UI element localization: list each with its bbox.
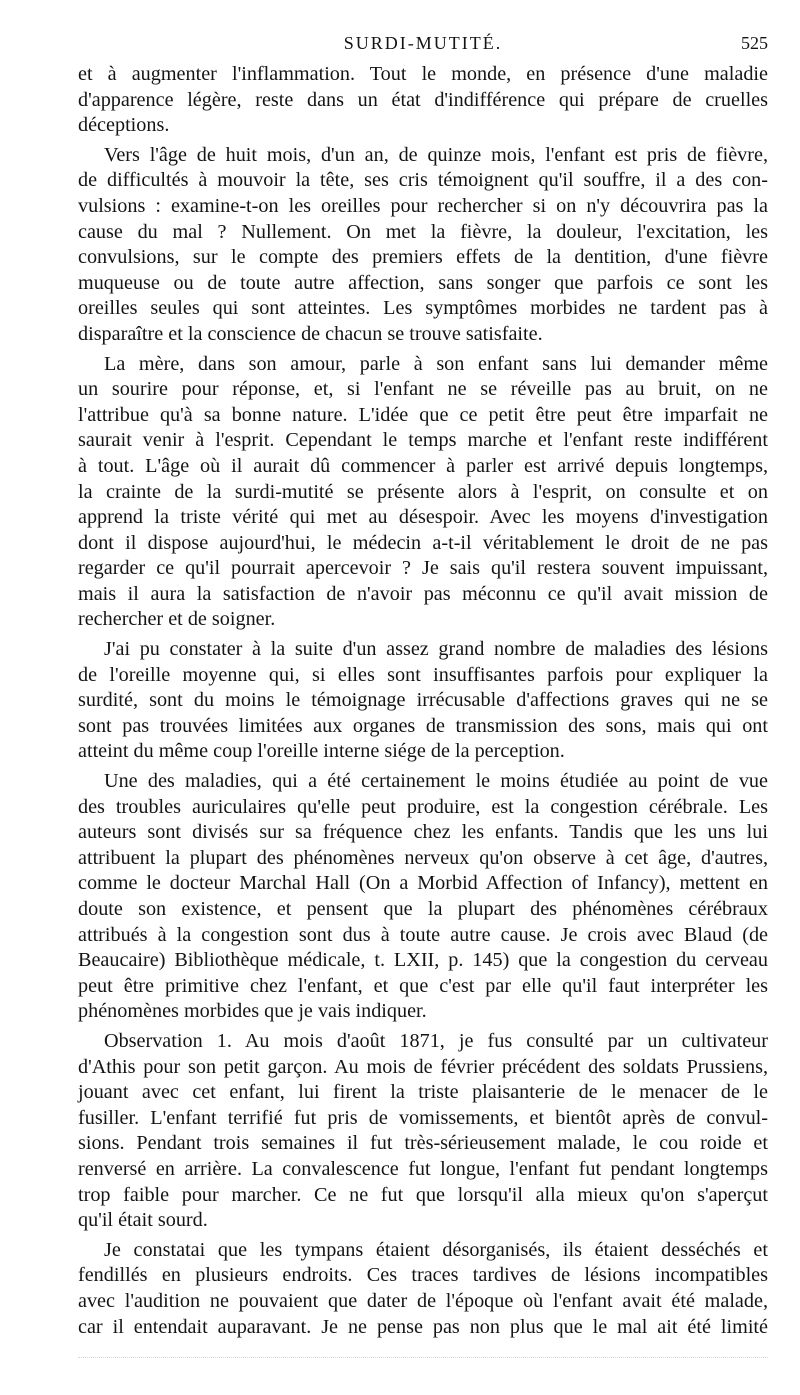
text-line: un sourire pour réponse, et, si l'enfant ne se réveille pas au bruit, on ne <box>78 378 768 401</box>
text-line: fendillés en plusieurs endroits. Ces traces tardives de lésions incompatibles <box>78 1264 768 1287</box>
text-line: Beaucaire) Bibliothèque médicale, t. LXII, p. 145) que la congestion du cerveau <box>78 949 768 972</box>
text-line: oreilles seules qui sont atteintes. Les symptômes morbides ne tardent pas à <box>78 297 768 320</box>
text-line: apprend la triste vérité qui met au désespoir. Avec les moyens d'investigation <box>78 506 768 529</box>
text-line: qu'il était sourd. <box>78 1209 208 1232</box>
text-line: d'Athis pour son petit garçon. Au mois de février précédent des soldats Prussiens, <box>78 1055 768 1078</box>
text-line: Je constatai que les tympans étaient désorganisés, ils étaient desséchés et <box>104 1238 768 1261</box>
text-line: fusiller. L'enfant terrifié fut pris de vomissements, et bientôt après de convul- <box>78 1106 768 1129</box>
text-line: phénomènes morbides que je vais indiquer. <box>78 1000 427 1023</box>
text-line: comme le docteur Marchal Hall (On a Morbid Affection of Infancy), mettent en <box>78 872 768 895</box>
text-line: de difficultés à mouvoir la tête, ses cris témoignent qu'il souffre, il a des con- <box>78 169 768 192</box>
text-line: attribuent la plupart des phénomènes nerveux qu'on observe à cet âge, d'autres, <box>78 846 768 869</box>
text-line: déceptions. <box>78 114 170 137</box>
text-line: et à augmenter l'inflammation. Tout le monde, en présence d'une maladie <box>78 63 768 85</box>
text-line: des troubles auriculaires qu'elle peut produire, est la congestion cérébrale. Les <box>78 795 768 818</box>
text-line: car il entendait auparavant. Je ne pense pas non plus que le mal ait été limité <box>78 1315 768 1338</box>
text-line: La mère, dans son amour, parle à son enfant sans lui demander même <box>104 352 768 375</box>
text-line: regarder ce qu'il pourrait apercevoir ? Je sais qu'il restera souvent impuissant, <box>78 557 768 580</box>
text-line: convulsions, sur le compte des premiers effets de la dentition, d'une fièvre <box>78 246 768 269</box>
body-text <box>78 62 768 1344</box>
text-line: d'apparence légère, reste dans un état d'indifférence qui prépare de cruelles <box>78 88 768 111</box>
text-line: J'ai pu constater à la suite d'un assez grand nombre de maladies des lésions <box>104 638 768 661</box>
text-line: peut être primitive chez l'enfant, et que c'est par elle qu'il faut interpréter les <box>78 974 768 997</box>
text-line: disparaître et la conscience de chacun se trouve satisfaite. <box>78 322 543 345</box>
text-line: avec l'audition ne pouvaient que dater de l'époque où l'enfant avait été malade, <box>78 1289 768 1312</box>
text-line: vulsions : examine-t-on les oreilles pour rechercher si on n'y découvrira pas la <box>78 194 768 217</box>
text-line: à tout. L'âge où il aurait dû commencer à parler est arrivé depuis longtemps, <box>78 454 768 477</box>
text-line: trop faible pour marcher. Ce ne fut que lorsqu'il alla mieux qu'on s'aperçut <box>78 1183 768 1206</box>
text-line: muqueuse ou de toute autre affection, sans songer que parfois ce sont les <box>78 271 768 294</box>
text-line: atteint du même coup l'oreille interne siége de la perception. <box>78 740 565 763</box>
paragraph <box>78 62 768 139</box>
text-line: rechercher et de soigner. <box>78 608 276 631</box>
paragraph <box>78 1238 768 1340</box>
text-line: jouant avec cet enfant, lui firent la triste plaisanterie de le menacer de le <box>78 1081 768 1104</box>
text-line: sions. Pendant trois semaines il fut très-sérieusement malade, le cou roide et <box>78 1132 768 1155</box>
paragraph <box>78 769 768 1025</box>
text-line: mais il aura la satisfaction de n'avoir pas méconnu ce qu'il avait mission de <box>78 582 768 605</box>
page-number: 525 <box>741 33 768 53</box>
text-line: Une des maladies, qui a été certainement le moins étudiée au point de vue <box>104 770 768 793</box>
text-line: sont pas trouvées limitées aux organes de transmission des sons, mais qui ont <box>78 714 768 737</box>
text-line: renversé en arrière. La convalescence fut longue, l'enfant fut pendant longtemps <box>78 1157 768 1180</box>
page-bottom-marks <box>78 1357 768 1364</box>
text-line: de l'oreille moyenne qui, si elles sont insuffisantes parfois pour expliquer la <box>78 663 768 686</box>
text-line: Observation 1. Au mois d'août 1871, je fus consulté par un cultivateur <box>104 1029 768 1052</box>
text-line: cause du mal ? Nullement. On met la fièvre, la douleur, l'excitation, les <box>78 220 768 243</box>
text-line: attribués à la congestion sont dus à toute autre cause. Je crois avec Blaud (de <box>78 923 768 946</box>
text-line: dont il dispose aujourd'hui, le médecin a-t-il véritablement le droit de ne pas <box>78 531 768 554</box>
paragraph <box>78 143 768 348</box>
paragraph <box>78 637 768 765</box>
text-line: Vers l'âge de huit mois, d'un an, de quinze mois, l'enfant est pris de fièvre, <box>104 143 768 166</box>
text-line: auteurs sont divisés sur sa fréquence chez les enfants. Tandis que les uns lui <box>78 821 768 844</box>
text-line: saurait venir à l'esprit. Cependant le temps marche et l'enfant reste indifférent <box>78 429 768 452</box>
text-line: la crainte de la surdi-mutité se présente alors à l'esprit, on consulte et on <box>78 480 768 503</box>
text-line: surdité, sont du moins le témoignage irrécusable d'affections graves qui ne se <box>78 689 768 712</box>
paragraph <box>78 352 768 634</box>
text-line: doute son existence, et pensent que la plupart des phénomènes cérébraux <box>78 898 768 920</box>
running-head <box>78 33 768 57</box>
paragraph <box>78 1029 768 1234</box>
text-line: l'attribue qu'à sa bonne nature. L'idée que ce petit être peut être imparfait ne <box>78 403 768 426</box>
running-title: SURDI-MUTITÉ. <box>343 33 503 53</box>
